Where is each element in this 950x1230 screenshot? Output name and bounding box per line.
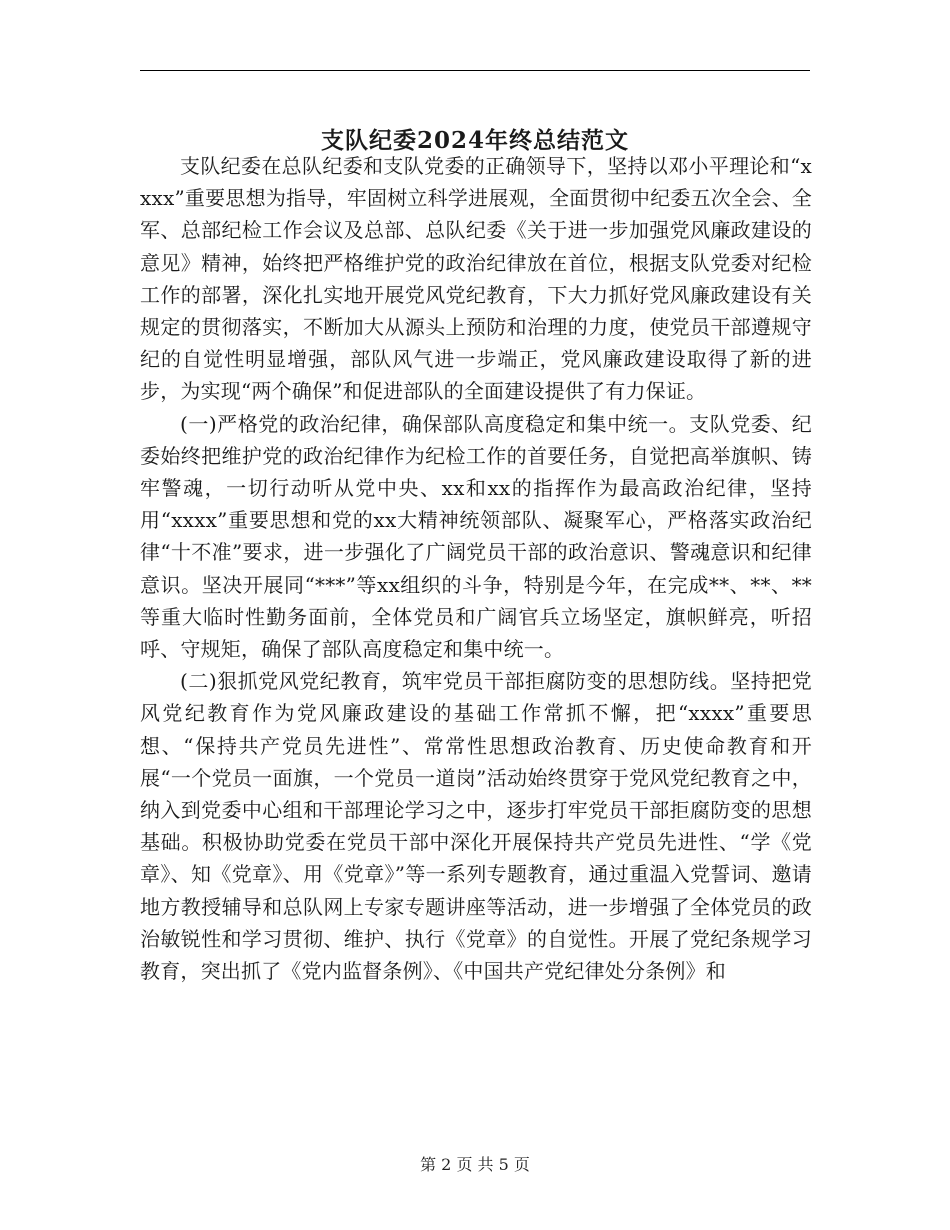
page-footer <box>0 1155 950 1175</box>
paragraph-section-2: (二)狠抓党风党纪教育，筑牢党员干部拒腐防变的思想防线。坚持把党风党纪教育作为党风廉政建设的基础工作常抓不懈，把“xxxx”重要思想、“保持共产党员先进性”、常常性思想政治教育、历史使命教育和开展“一个党员一面旗，一个党员一道岗”活动始终贯穿于党风党纪教育之中，纳入到党委中心组和干部理论学习之中，逐步打牢党员干部拒腐防变的思想基础。积极协助党委在党员干部中深化开展保持共产党员先进性、“学《党章》、知《党章》、用《党章》”等一系列专题教育，通过重温入党誓词、邀请地方教授辅导和总队网上专家专题讲座等活动，进一步增强了全体党员的政治敏锐性和学习贯彻、维护、执行《党章》的自觉性。开展了党纪条规学习教育，突出抓了《党内监督条例》、《中国共产党纪律处分条例》和 <box>140 669 812 984</box>
paragraph-section-1: (一)严格党的政治纪律，确保部队高度稳定和集中统一。支队党委、纪委始终把维护党的政治纪律作为纪检工作的首要任务，自觉把高举旗帜、铸牢警魂，一切行动听从党中央、xx和xx的指挥作为最高政治纪律，坚持用“xxxx”重要思想和党的xx大精神统领部队、凝聚军心，严格落实政治纪律“十不准”要求，进一步强化了广阔党员干部的政治意识、警魂意识和纪律意识。坚决开展同“***”等xx组织的斗争，特别是今年，在完成**、**、**等重大临时性勤务面前，全体党员和广阔官兵立场坚定，旗帜鲜亮，听招呼、守规矩，确保了部队高度稳定和集中统一。 <box>140 411 812 662</box>
paragraph-intro: 支队纪委在总队纪委和支队党委的正确领导下，坚持以邓小平理论和“xxxx”重要思想为指导，牢固树立科学进展观，全面贯彻中纪委五次全会、全军、总部纪检工作会议及总部、总队纪委《关于进一步加强党风廉政建设的意见》精神，始终把严格维护党的政治纪律放在首位，根据支队党委对纪检工作的部署，深化扎实地开展党风党纪教育，下大力抓好党风廉政建设有关规定的贯彻落实，不断加大从源头上预防和治理的力度，使党员干部遵规守纪的自觉性明显增强，部队风气进一步端正，党风廉政建设取得了新的进步，为实现“两个确保”和促进部队的全面建设提供了有力保证。 <box>140 154 812 404</box>
document-title: 支队纪委2024年终总结范文 <box>320 127 629 155</box>
document-body <box>140 150 812 987</box>
header-rule <box>140 70 810 71</box>
page-number-label: 第 2 页 共 5 页 <box>420 1155 530 1174</box>
